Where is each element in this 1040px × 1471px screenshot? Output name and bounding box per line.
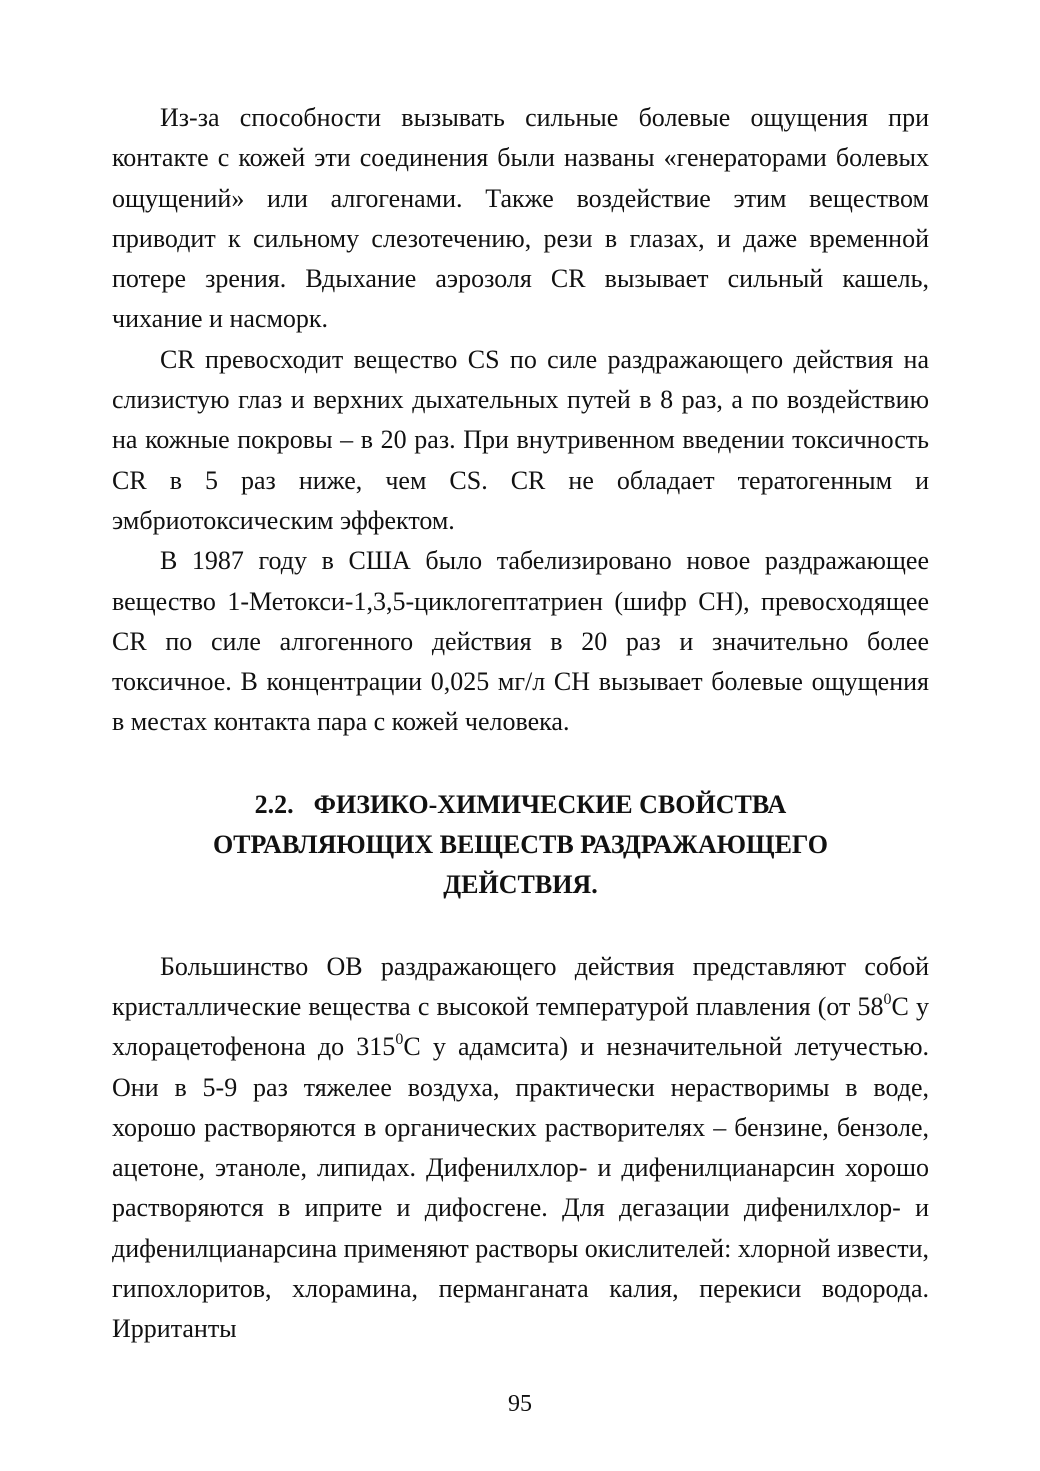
text-run: С у адамсита) и незначительной летучестью. Они в 5-9 раз тяжелее воздуха, практически нерастворимы в воде, хорошо растворяются в органических растворителях – бензине, бензоле, ацетоне, этаноле, липидах. Дифенилхлор- и дифенилцианарсин хорошо растворяются в иприте и дифосгене. Для дегазации дифенилхлор- и дифенилцианарсина применяют растворы окислителей: хлорной извести, гипохлоритов, хлорамина, перманганата калия, перекиси водорода. Ирританты [112,1032,929,1344]
text-run: С у хлорацетофенона до 315 [112,991,929,1062]
paragraph-cr-vs-cs: CR превосходит вещество CS по силе раздражающего действия на слизистую глаз и верхних дыхательных путей в 8 раз, а по воздействию на кожные покровы – в 20 раз. При внутривенном введении токсичность CR в 5 раз ниже, чем CS. CR не обладает тератогенным и эмбриотоксическим эффектом. [112,344,929,535]
paragraph-physical-properties [112,947,929,1350]
paragraph-ch-substance: В 1987 году в США было табелизировано новое раздражающее вещество 1-Метокси-1,3,5-циклогептатриен (шифр CH), превосходящее CR по силе алгогенного действия в 20 раз и значительно более токсичное. В концентрации 0,025 мг/л CH вызывает болевые ощущения в местах контакта пара с кожей человека. [112,546,929,737]
page-body [112,98,929,1350]
page-number: 95 [508,1391,532,1417]
superscript-degree: 0 [395,1031,404,1049]
text-run: Большинство ОВ раздражающего действия представляют собой кристаллические вещества с высокой температурой плавления (от 58 [112,951,929,1021]
section-heading [112,785,929,906]
section-title-line-3: ДЕЙСТВИЯ. [443,870,598,900]
section-number: 2.2. [254,789,294,819]
paragraph-algogens: Из-за способности вызывать сильные болевые ощущения при контакте с кожей эти соединения были названы «генераторами болевых ощущений» или алгогенами. Также воздействие этим веществом приводит к сильному слезотечению, рези в глазах, и даже временной потере зрения. Вдыхание аэрозоля CR вызывает сильный кашель, чихание и насморк. [112,103,929,334]
section-heading-line-1 [112,785,929,825]
superscript-degree: 0 [883,990,892,1008]
section-title-line-2: ОТРАВЛЯЮЩИХ ВЕЩЕСТВ РАЗДРАЖАЮЩЕГО [212,830,829,860]
section-title-line-1: ФИЗИКО-ХИМИЧЕСКИЕ СВОЙСТВА [313,789,787,819]
